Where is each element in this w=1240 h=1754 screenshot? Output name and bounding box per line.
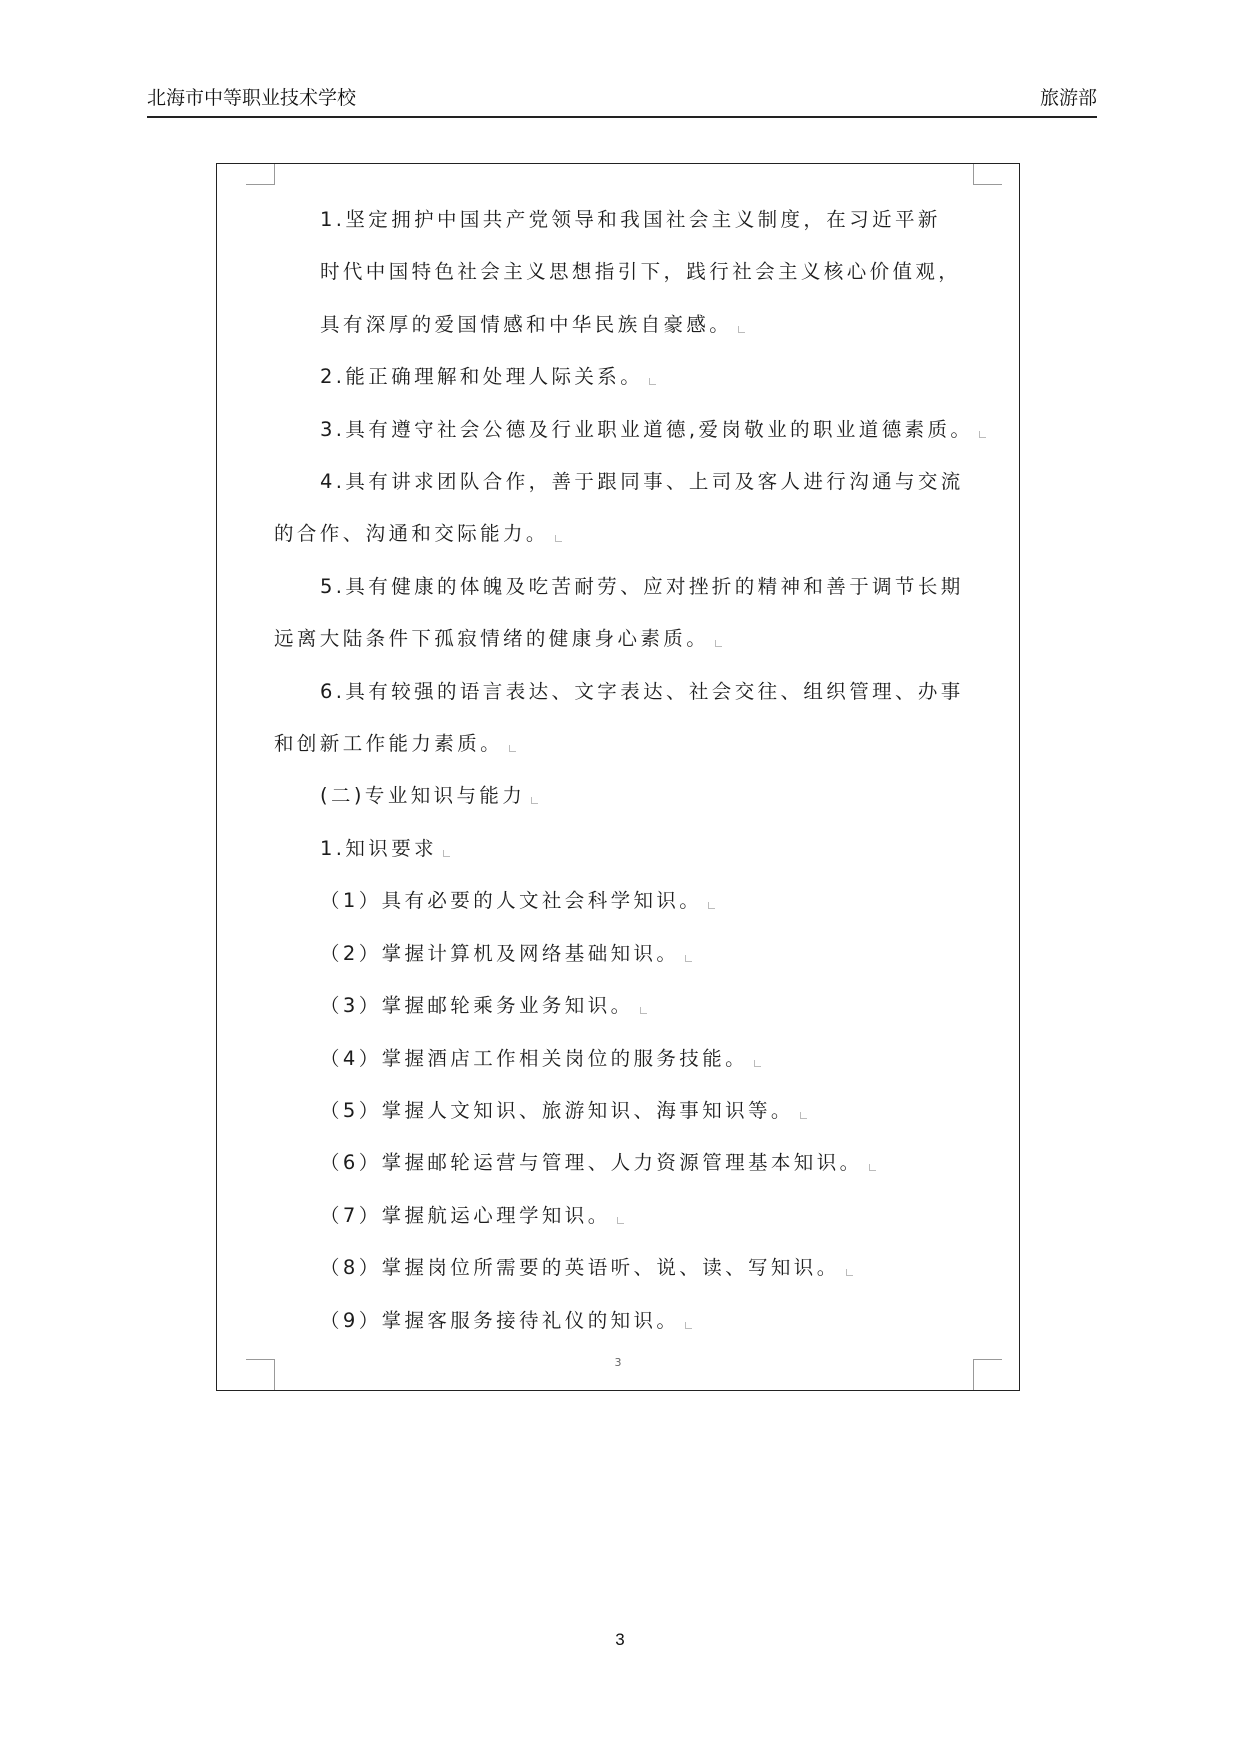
page-number: 3 <box>615 1630 625 1649</box>
paragraph-line <box>274 770 974 822</box>
paragraph-mark-icon <box>800 1112 807 1119</box>
paragraph-text: （4）掌握酒店工作相关岗位的服务技能。 <box>320 1046 749 1070</box>
school-name: 北海市中等职业技术学校 <box>147 87 357 109</box>
paragraph-text: （8）掌握岗位所需要的英语听、说、读、写知识。 <box>320 1256 840 1280</box>
department-name: 旅游部 <box>1039 87 1097 109</box>
paragraph-mark-icon <box>685 955 692 962</box>
paragraph-text: 时代中国特色社会主义思想指引下，践行社会主义核心价值观， <box>320 260 962 284</box>
paragraph-line <box>274 1085 974 1137</box>
paragraph-line <box>274 456 974 508</box>
paragraph-text: （3）掌握邮轮乘务业务知识。 <box>320 994 634 1018</box>
paragraph-text: （7）掌握航运心理学知识。 <box>320 1203 611 1227</box>
paragraph-text: 5.具有健康的体魄及吃苦耐劳、应对挫折的精神和善于调节长期 <box>320 574 964 598</box>
paragraph-text: (二)专业知识与能力 <box>320 784 526 808</box>
paragraph-text: （6）掌握邮轮运营与管理、人力资源管理基本知识。 <box>320 1151 863 1175</box>
paragraph-mark-icon <box>869 1164 876 1171</box>
paragraph-line <box>274 1033 974 1085</box>
paragraph-mark-icon <box>715 640 722 647</box>
paragraph-line <box>274 875 974 927</box>
paragraph-line <box>274 718 974 770</box>
paragraph-line <box>274 1190 974 1242</box>
paragraph-line <box>274 194 974 246</box>
paragraph-text: 3.具有遵守社会公德及行业职业道德,爱岗敬业的职业道德素质。 <box>320 417 974 441</box>
paragraph-line <box>274 561 974 613</box>
paragraph-line <box>274 404 974 456</box>
paragraph-text: 4.具有讲求团队合作，善于跟同事、上司及客人进行沟通与交流 <box>320 470 964 494</box>
paragraph-mark-icon <box>649 378 656 385</box>
paragraph-text: 和创新工作能力素质。 <box>274 732 504 756</box>
paragraph-text: 1.知识要求 <box>320 836 438 860</box>
document-body <box>274 194 974 1347</box>
paragraph-line <box>274 823 974 875</box>
paragraph-text: 远离大陆条件下孤寂情绪的健康身心素质。 <box>274 627 710 651</box>
paragraph-mark-icon <box>617 1217 624 1224</box>
paragraph-text: 2.能正确理解和处理人际关系。 <box>320 365 644 389</box>
paragraph-text: 1.坚定拥护中国共产党领导和我国社会主义制度，在习近平新 <box>320 208 941 231</box>
page-header <box>147 86 1097 118</box>
paragraph-text: （1）具有必要的人文社会科学知识。 <box>320 889 703 913</box>
paragraph-line <box>274 299 974 351</box>
paragraph-mark-icon <box>708 902 715 909</box>
paragraph-mark-icon <box>754 1060 761 1067</box>
paragraph-line <box>274 666 974 718</box>
embedded-document-page <box>216 163 1020 1391</box>
corner-mark-top-right <box>973 164 1002 185</box>
paragraph-mark-icon <box>443 850 450 857</box>
paragraph-text: 具有深厚的爱国情感和中华民族自豪感。 <box>320 312 733 336</box>
paragraph-line <box>274 351 974 403</box>
paragraph-text: （5）掌握人文知识、旅游知识、海事知识等。 <box>320 1098 794 1122</box>
corner-mark-top-left <box>246 164 275 185</box>
paragraph-mark-icon <box>738 326 745 333</box>
paragraph-line <box>274 928 974 980</box>
paragraph-line <box>274 613 974 665</box>
paragraph-line <box>274 1295 974 1347</box>
paragraph-text: 6.具有较强的语言表达、文字表达、社会交往、组织管理、办事 <box>320 679 964 703</box>
paragraph-line <box>274 246 974 298</box>
inner-page-number: 3 <box>614 1356 622 1369</box>
paragraph-text: （2）掌握计算机及网络基础知识。 <box>320 941 680 965</box>
paragraph-text: （9）掌握客服务接待礼仪的知识。 <box>320 1308 680 1332</box>
paragraph-line <box>274 1242 974 1294</box>
paragraph-mark-icon <box>979 431 986 438</box>
paragraph-text: 的合作、沟通和交际能力。 <box>274 522 549 546</box>
paragraph-line <box>274 980 974 1032</box>
paragraph-mark-icon <box>555 535 562 542</box>
paragraph-mark-icon <box>531 797 538 804</box>
paragraph-line <box>274 1137 974 1189</box>
paragraph-mark-icon <box>846 1269 853 1276</box>
paragraph-mark-icon <box>509 745 516 752</box>
paragraph-line <box>274 508 974 560</box>
paragraph-mark-icon <box>685 1322 692 1329</box>
paragraph-mark-icon <box>640 1007 647 1014</box>
